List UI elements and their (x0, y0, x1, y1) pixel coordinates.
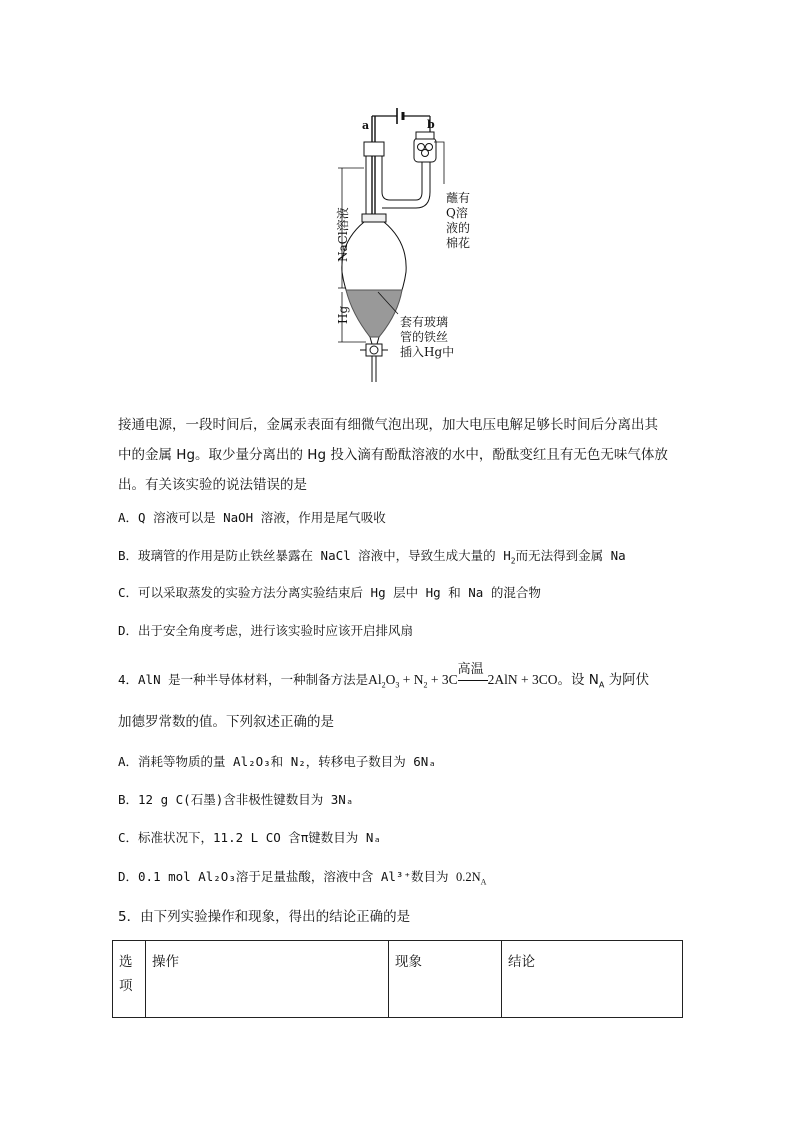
q3-option-d: D．出于安全角度考虑，进行该实验时应该开启排风扇 (118, 623, 414, 638)
q4-option-d: D．0.1 mol Al₂O₃溶于足量盐酸，溶液中含 Al³⁺数目为 $0.2N_A$ (118, 869, 487, 887)
label-cotton-4: 棉花 (446, 236, 471, 250)
label-wire-2: 管的铁丝 (400, 330, 449, 344)
label-cotton-1: 蘸有 (446, 191, 471, 205)
label-cotton-3: 液的 (446, 221, 471, 235)
header-operation: 操作 (146, 941, 389, 1018)
intro-line-3: 出。有关该实验的说法错误的是 (118, 477, 307, 493)
header-option: 选项 (113, 941, 146, 1018)
apparatus-diagram (320, 92, 500, 390)
electrolysis-apparatus-figure (320, 92, 500, 390)
q5-table (112, 940, 683, 1018)
q4-option-a: A．消耗等物质的量 Al₂O₃和 N₂，转移电子数目为 6Nₐ (118, 754, 436, 769)
label-wire-3: 插入Hg中 (400, 345, 455, 359)
header-phenomenon: 现象 (389, 941, 502, 1018)
label-wire-1: 套有玻璃 (400, 315, 449, 329)
q4-option-b: B．12 g C(石墨)含非极性键数目为 3Nₐ (118, 792, 354, 807)
label-b: b (427, 118, 435, 131)
q4-stem-line-1: 4．AlN 是一种半导体材料，一种制备方法是$Al_2O_3 + N_2 + 3C$ 高温 2AlN + 3CO。设 $N_A$ 为阿伏 (118, 668, 649, 690)
q3-option-b: B．玻璃管的作用是防止铁丝暴露在 NaCl 溶液中，导致生成大量的 $H_2$而无法得到金属 Na (118, 548, 626, 566)
intro-line-1: 接通电源，一段时间后，金属汞表面有细微气泡出现，加大电压电解足够长时间后分离出其 (118, 417, 658, 433)
table-header-row (113, 941, 683, 1018)
reaction-equation: $Al_2O_3 + N_2 + 3C$ 高温 2AlN + 3CO (368, 672, 557, 687)
reaction-condition: 高温 (457, 661, 484, 676)
q3-option-c: C．可以采取蒸发的实验方法分离实验结束后 Hg 层中 Hg 和 Na 的混合物 (118, 585, 541, 600)
q4-option-c: C．标准状况下，11.2 L CO 含π键数目为 Nₐ (118, 830, 381, 845)
header-conclusion: 结论 (502, 941, 683, 1018)
q5-stem: 5．由下列实验操作和现象，得出的结论正确的是 (118, 909, 411, 925)
q3-option-a: A．Q 溶液可以是 NaOH 溶液，作用是尾气吸收 (118, 510, 386, 525)
label-cotton-2: Q溶 (446, 206, 468, 220)
label-hg: Hg (336, 305, 350, 324)
label-nacl-solution: NaCl溶液 (336, 207, 350, 262)
label-a: a (362, 119, 370, 132)
intro-line-2: 中的金属 Hg。取少量分离出的 Hg 投入滴有酚酞溶液的水中，酚酞变红且有无色无味气体放 (118, 447, 668, 463)
q4-stem-line-2: 加德罗常数的值。下列叙述正确的是 (118, 714, 334, 730)
